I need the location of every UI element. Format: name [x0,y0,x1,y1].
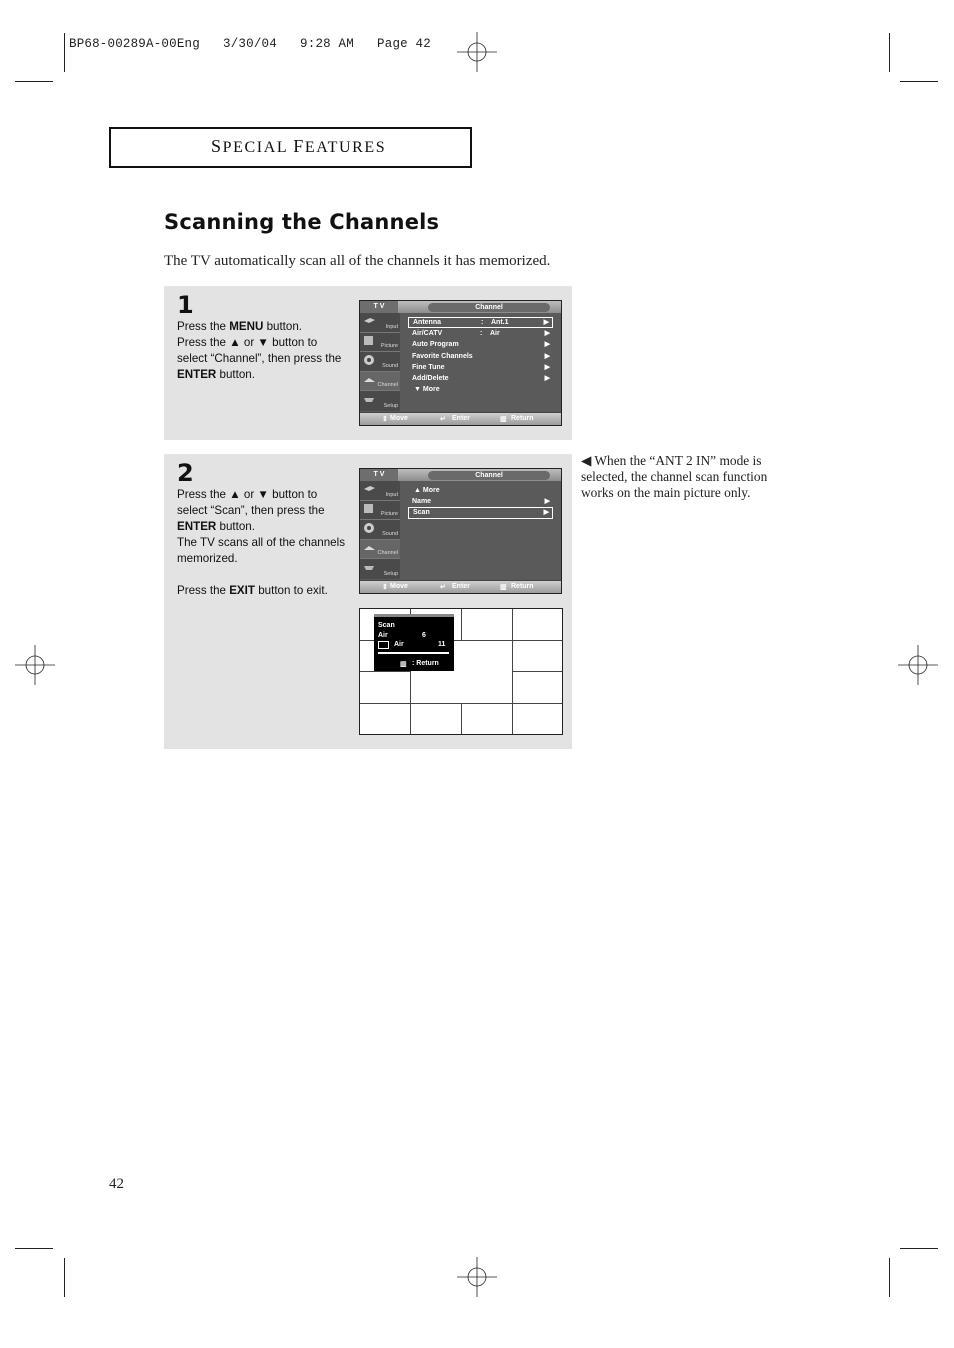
section-title: SPECIAL FEATURES [211,136,387,156]
osd-title-bar [360,469,561,481]
osd-item-name[interactable]: Name ▶ [412,498,550,506]
osd-item-more[interactable]: ▼ More [414,386,440,394]
move-icon: ⇕ [382,584,388,591]
osd-side-input: Input [360,481,400,501]
intro-text: The TV automatically scan all of the channels it has memorized. [164,253,551,269]
osd-side-channel: Channel [360,540,400,560]
osd-sidebar [360,313,400,411]
osd-side-picture: Picture [360,333,400,353]
scan-progress-bar [378,652,449,654]
pip-icon [378,641,389,649]
side-note: ◀ When the “ANT 2 IN” mode is selected, the channel scan function works on the main picture only. [581,453,768,500]
speaker-icon [363,522,376,533]
osd-header: Channel [428,303,550,312]
setup-icon [363,393,376,404]
osd-side-sound: Sound [360,520,400,540]
arrow-right-icon: ▶ [543,319,549,326]
osd-side-picture: Picture [360,501,400,521]
osd-side-channel: Channel [360,372,400,392]
arrow-right-icon: ▶ [544,498,550,506]
speaker-icon [363,354,376,365]
picture-icon [363,335,376,346]
osd-side-setup: Setup [360,559,400,579]
page-title: Scanning the Channels [164,210,440,234]
osd-item-auto-program[interactable]: Auto Program ▶ [412,341,550,349]
registration-mark-icon [457,1257,497,1297]
step-number: 2 [177,459,194,487]
osd-footer: ⇕ Move ↵ Enter ▥ Return [360,412,561,425]
osd-menu-list [408,485,553,519]
arrow-right-icon: ▶ [543,509,549,517]
printer-slug: BP68-00289A-00Eng 3/30/04 9:28 AM Page 42 [69,37,431,51]
arrow-right-icon: ▶ [544,363,550,371]
osd-channel-menu-2 [359,468,562,594]
antenna-icon [363,374,376,385]
crop-mark [64,33,65,72]
osd-title-bar [360,301,561,313]
page-number: 42 [109,1176,124,1192]
osd-item-air-catv[interactable]: Air/CATV : Air ▶ [412,330,550,338]
registration-mark-icon [15,645,55,685]
osd-item-antenna[interactable]: Antenna : Ant.1 ▶ [408,317,553,328]
input-icon [363,315,376,326]
registration-mark-icon [898,645,938,685]
osd-channel-menu-1 [359,300,562,426]
channel-scan-grid [359,608,563,735]
osd-side-setup: Setup [360,391,400,411]
crop-mark [15,81,53,82]
enter-icon: ↵ [440,416,446,423]
step-number: 1 [177,291,194,319]
crop-mark [889,1258,890,1297]
osd-tv-label: T V [360,469,398,481]
enter-icon: ↵ [440,584,446,591]
crop-mark [64,1258,65,1297]
arrow-right-icon: ▶ [544,330,550,338]
step-2-instructions: Press the ▲ or ▼ button to select “Scan”, then press the ENTER button. The TV scans all of the channels memorized. Press the EXIT button to exit. [177,488,345,597]
osd-menu-list [408,317,553,395]
osd-item-favorite-channels[interactable]: Favorite Channels ▶ [412,352,550,360]
picture-icon [363,503,376,514]
osd-item-fine-tune[interactable]: Fine Tune ▶ [412,363,550,371]
arrow-right-icon: ▶ [544,341,550,349]
osd-header: Channel [428,471,550,480]
osd-item-add-delete[interactable]: Add/Delete ▶ [412,374,550,382]
scan-progress-dialog: Scan Air 6 Air 11 ▥ : Return [374,617,454,671]
step-1-panel [164,286,572,440]
return-icon: ▥ [500,584,507,591]
return-icon: ▥ [400,661,407,668]
osd-side-input: Input [360,313,400,333]
crop-mark [889,33,890,72]
osd-side-sound: Sound [360,352,400,372]
antenna-icon [363,542,376,553]
move-icon: ⇕ [382,416,388,423]
crop-mark [900,81,938,82]
step-1-instructions: Press the MENU button. Press the ▲ or ▼ button to select “Channel”, then press the ENTER button. [177,320,342,381]
setup-icon [363,561,376,572]
osd-item-scan[interactable]: Scan ▶ [408,507,553,518]
osd-tv-label: T V [360,301,398,313]
osd-item-more[interactable]: ▲ More [414,487,440,494]
return-icon: ▥ [500,416,507,423]
arrow-right-icon: ▶ [544,374,550,382]
osd-sidebar [360,481,400,579]
input-icon [363,483,376,494]
crop-mark [900,1248,938,1249]
arrow-right-icon: ▶ [544,352,550,360]
osd-footer: ⇕ Move ↵ Enter ▥ Return [360,580,561,593]
registration-mark-icon [457,32,497,72]
crop-mark [15,1248,53,1249]
